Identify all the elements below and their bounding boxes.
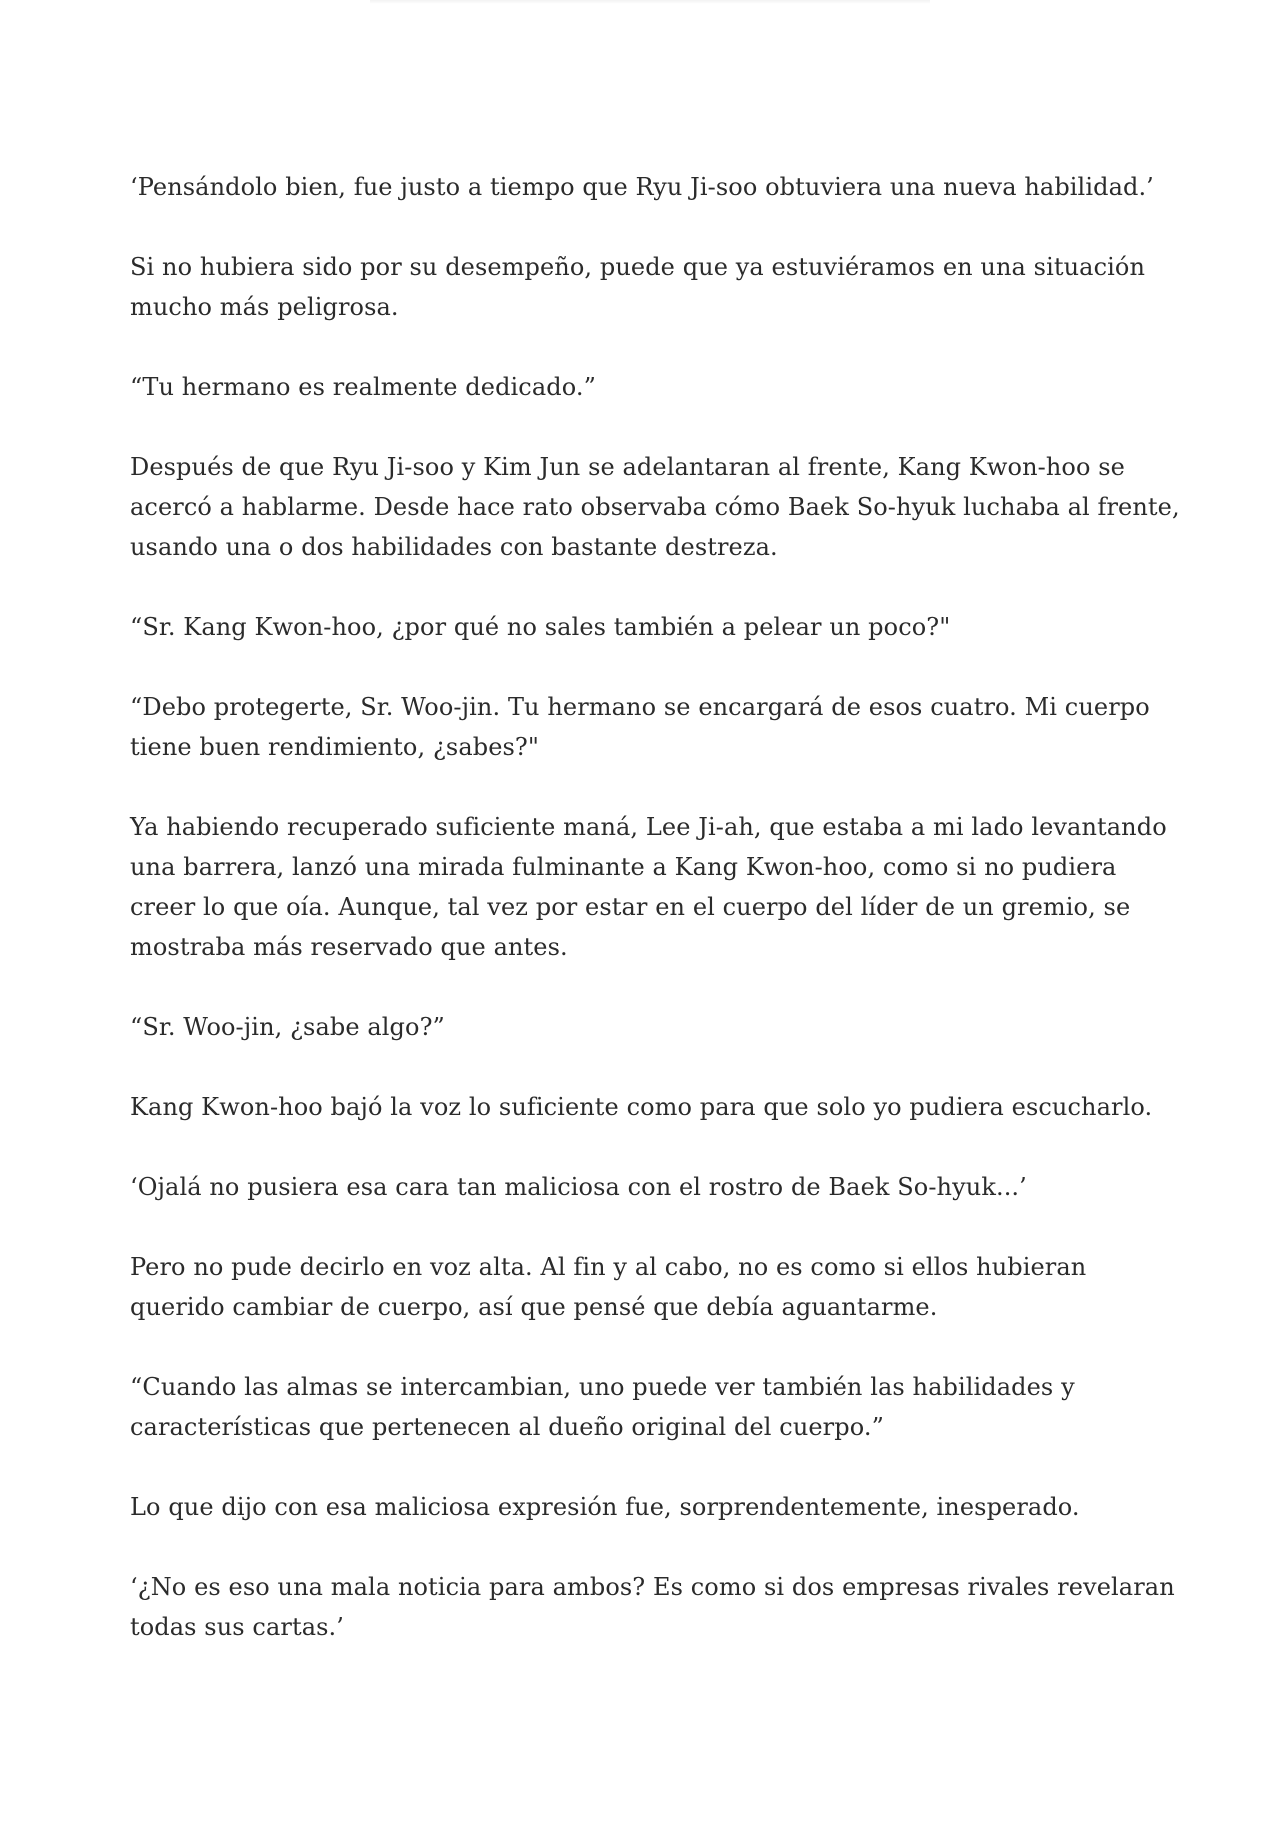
paragraph: Ya habiendo recuperado suficiente maná, Lee Ji-ah, que estaba a mi lado levantando una barrera, lanzó una mirada fulminante a Kang Kwon-hoo, como si no pudiera creer lo que oía. Aunque, tal vez por estar en el cuerpo del líder de un gremio, se mostraba más reservado que antes. bbox=[130, 813, 1167, 961]
paragraph: “Tu hermano es realmente dedicado.” bbox=[130, 373, 596, 401]
paragraph: “Sr. Kang Kwon-hoo, ¿por qué no sales también a pelear un poco?" bbox=[130, 613, 951, 641]
paragraph: “Sr. Woo-jin, ¿sabe algo?” bbox=[130, 1013, 445, 1041]
paragraph: Kang Kwon-hoo bajó la voz lo suficiente como para que solo yo pudiera escucharlo. bbox=[130, 1093, 1153, 1121]
top-edge-shadow bbox=[370, 0, 930, 4]
paragraph: “Cuando las almas se intercambian, uno puede ver también las habilidades y características que pertenecen al dueño original del cuerpo.” bbox=[130, 1373, 1075, 1441]
paragraph: ‘¿No es eso una mala noticia para ambos? Es como si dos empresas rivales revelaran todas sus cartas.’ bbox=[130, 1573, 1175, 1641]
document-page bbox=[130, 167, 1180, 1687]
paragraph: ‘Pensándolo bien, fue justo a tiempo que Ryu Ji-soo obtuviera una nueva habilidad.’ bbox=[130, 173, 1154, 201]
paragraph: Después de que Ryu Ji-soo y Kim Jun se adelantaran al frente, Kang Kwon-hoo se acercó a hablarme. Desde hace rato observaba cómo Baek So-hyuk luchaba al frente, usando una o dos habilidades con bastante destreza. bbox=[130, 453, 1180, 561]
paragraph: Si no hubiera sido por su desempeño, puede que ya estuviéramos en una situación mucho más peligrosa. bbox=[130, 253, 1145, 321]
paragraph: ‘Ojalá no pusiera esa cara tan maliciosa con el rostro de Baek So-hyuk...’ bbox=[130, 1173, 1027, 1201]
paragraph: Pero no pude decirlo en voz alta. Al fin y al cabo, no es como si ellos hubieran querido cambiar de cuerpo, así que pensé que debía aguantarme. bbox=[130, 1253, 1087, 1321]
paragraph: “Debo protegerte, Sr. Woo-jin. Tu hermano se encargará de esos cuatro. Mi cuerpo tiene buen rendimiento, ¿sabes?" bbox=[130, 693, 1150, 761]
paragraph: Lo que dijo con esa maliciosa expresión fue, sorprendentemente, inesperado. bbox=[130, 1493, 1080, 1521]
